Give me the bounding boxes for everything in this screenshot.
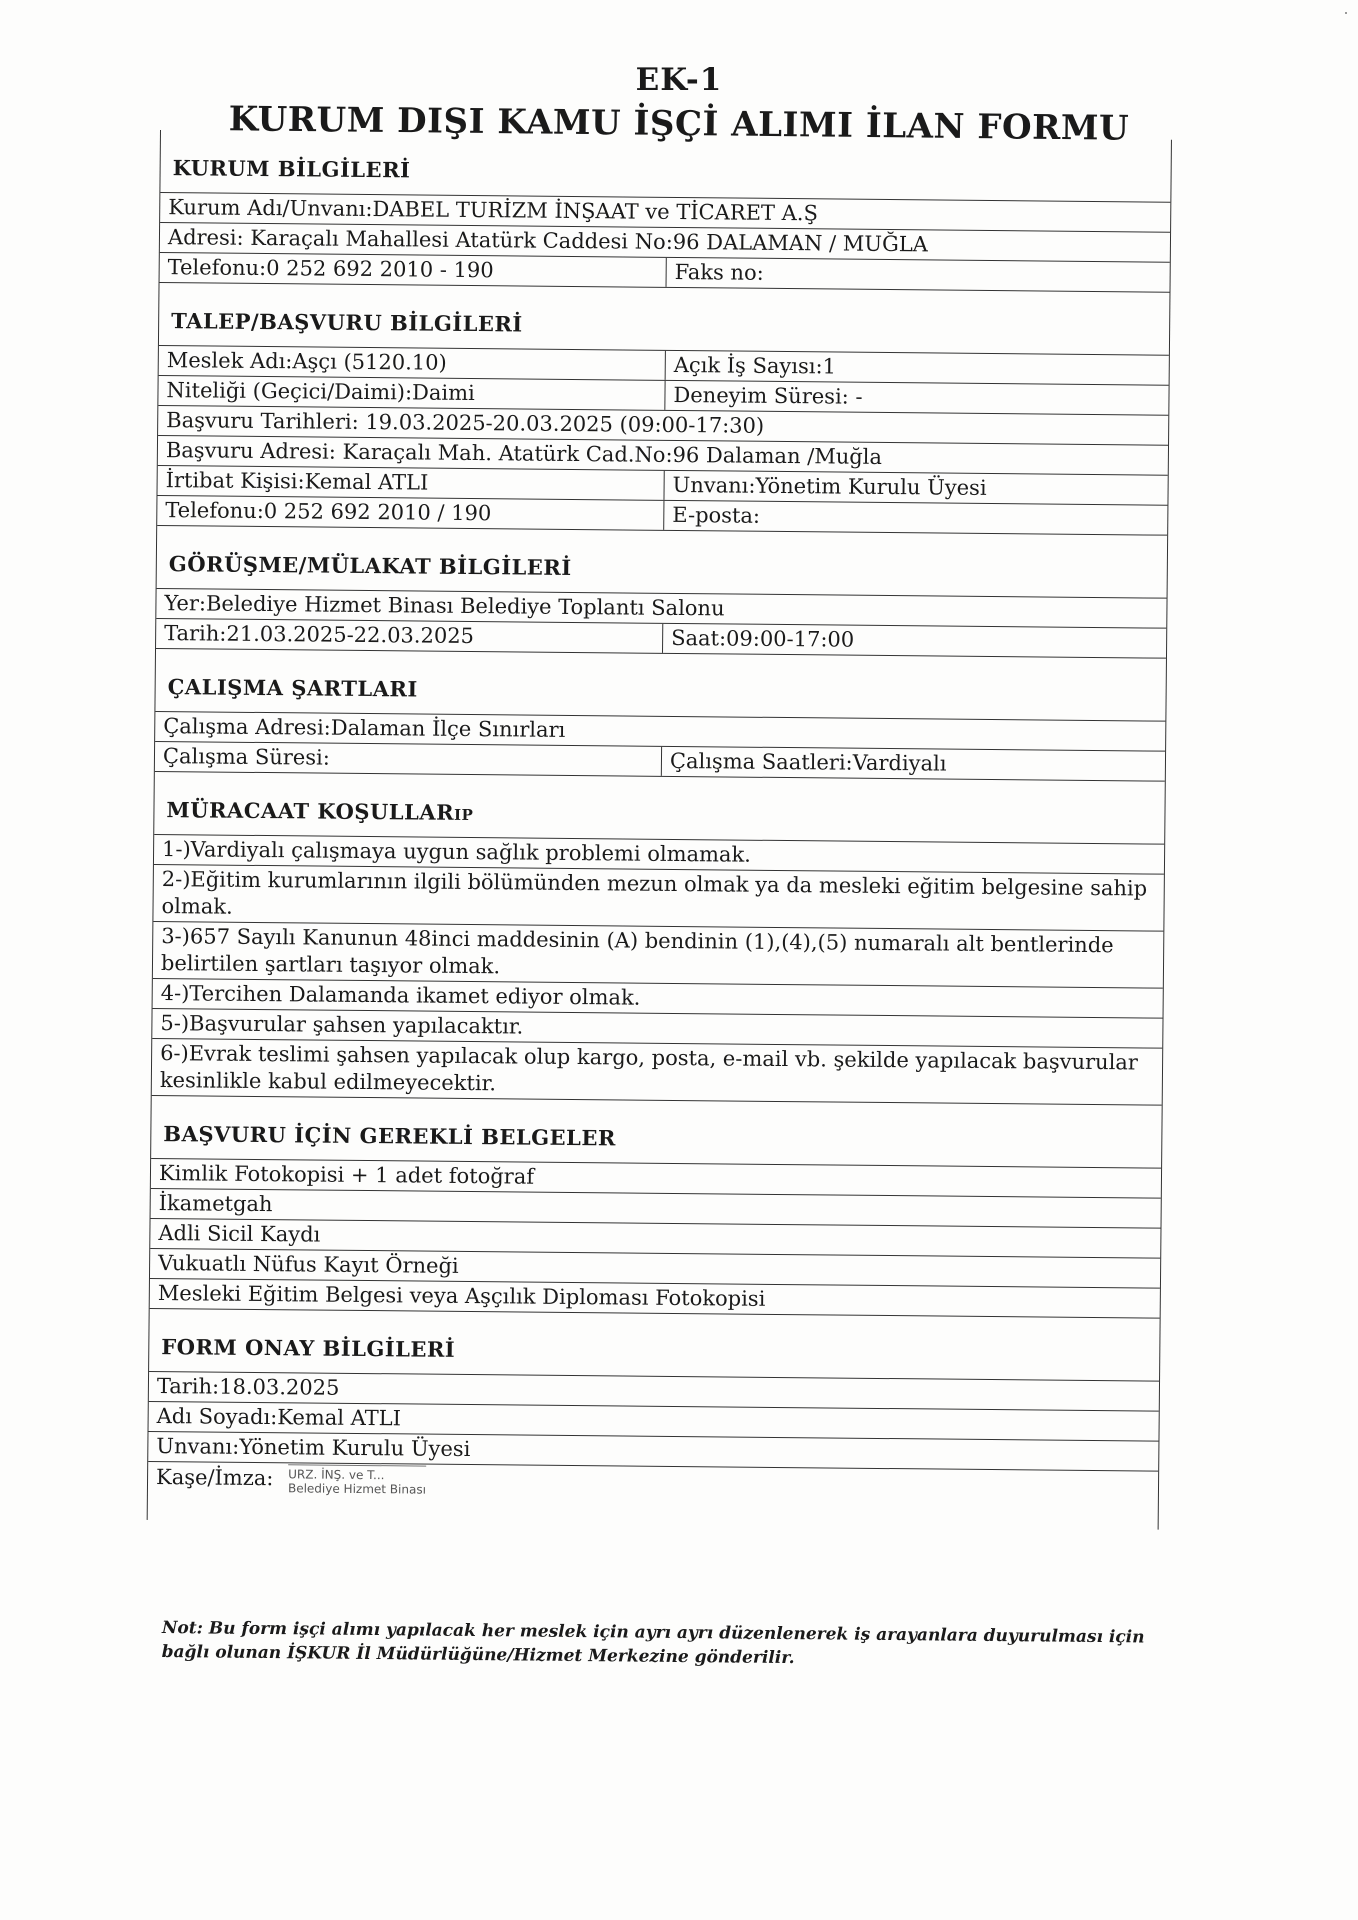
section-heading: BAŞVURU İÇİN GEREKLİ BELGELER: [163, 1121, 616, 1151]
kurum-adres: Adresi: Karaçalı Mahallesi Atatürk Caddesi No:96 DALAMAN / MUĞLA: [167, 225, 929, 257]
basvuru-adresi: Başvuru Adresi: Karaçalı Mah. Atatürk Cad.No:96 Dalaman /Muğla: [165, 438, 883, 469]
gorusme-tarih: Tarih:21.03.2025-22.03.2025: [156, 619, 663, 653]
section-talep: [159, 283, 1170, 356]
signature-row: [148, 1462, 1159, 1530]
condition-row: [152, 1039, 1163, 1106]
section-onay: [149, 1309, 1160, 1382]
document-item: Kimlik Fotokopisi + 1 adet fotoğraf: [158, 1161, 535, 1189]
section-heading: GÖRÜŞME/MÜLAKAT BİLGİLERİ: [168, 551, 572, 580]
calisma-adresi: Çalışma Adresi:Dalaman İlçe Sınırları: [163, 714, 566, 742]
condition-item: 4-)Tercihen Dalamanda ikamet ediyor olmak.: [160, 981, 641, 1010]
section-heading: FORM ONAY BİLGİLERİ: [161, 1334, 456, 1362]
document-item: İkametgah: [158, 1191, 273, 1217]
document-item: Vukuatlı Nüfus Kayıt Örneği: [158, 1251, 459, 1278]
note-label: Not:: [161, 1617, 203, 1639]
footer-note: [162, 1616, 1162, 1674]
kurum-adi: Kurum Adı/Unvanı:DABEL TURİZM İNŞAAT ve TİCARET A.Ş: [168, 195, 819, 226]
section-heading: ÇALIŞMA ŞARTLARI: [167, 674, 418, 702]
section-heading: KURUM BİLGİLERİ: [172, 155, 411, 183]
deneyim-suresi: Deneyim Süresi: -: [673, 382, 863, 409]
signature-cell: [148, 1462, 1159, 1530]
document-item: Adli Sicil Kaydı: [158, 1221, 321, 1247]
condition-item: 6-)Evrak teslimi şahsen yapılacak olup kargo, posta, e-mail vb. şekilde yapılacak başvurular kesinlikle kabul edilmeyecektir.: [159, 1041, 1139, 1096]
section-calisma: [155, 649, 1166, 722]
condition-item: 2-)Eğitim kurumlarının ilgili bölümünden mezun olmak ya da mesleki eğitim belgesine sahip olmak.: [161, 867, 1148, 919]
condition-item: 1-)Vardiyalı çalışmaya uygun sağlık problemi olmamak.: [161, 837, 752, 867]
acik-is-sayisi: Açık İş Sayısı:1: [673, 352, 837, 379]
section-gorusme: [157, 526, 1168, 599]
talep-telefon: Telefonu:0 252 692 2010 / 190: [157, 496, 664, 530]
niteligi: Niteliği (Geçici/Daimi):Daimi: [158, 376, 665, 410]
scan-speck: [1345, 12, 1347, 14]
onay-tarih: Tarih:18.03.2025: [156, 1374, 340, 1400]
calisma-suresi: Çalışma Süresi:: [155, 742, 662, 776]
gorusme-yer: Yer:Belediye Hizmet Binası Belediye Toplantı Salonu: [164, 591, 725, 621]
kurum-faks: Faks no:: [674, 259, 764, 285]
meslek-adi: Meslek Adı:Aşçı (5120.10): [159, 346, 666, 380]
onay-unvani: Unvanı:Yönetim Kurulu Üyesi: [156, 1434, 471, 1462]
announcement-form: [147, 130, 1172, 1530]
stamp-text-line1: URZ. İNŞ. ve T...: [288, 1467, 385, 1483]
annex-label: EK-1: [635, 62, 723, 98]
document-item: Mesleki Eğitim Belgesi veya Aşçılık Diploması Fotokopisi: [157, 1281, 766, 1311]
section-muracaat: [154, 772, 1165, 845]
note-text: Bu form işçi alımı yapılacak her meslek için ayrı ayrı düzenlenerek iş arayanlara duyurulması için bağlı olunan İŞKUR İl Müdürlüğüne/Hizmet Merkezine gönderilir.: [161, 1618, 1145, 1669]
condition-item: 5-)Başvurular şahsen yapılacaktır.: [160, 1011, 524, 1039]
stamp-text-line2: Belediye Hizmet Binası: [287, 1481, 427, 1497]
irtibat-unvani: Unvanı:Yönetim Kurulu Üyesi: [672, 472, 987, 500]
condition-item: 3-)657 Sayılı Kanunun 48inci maddesinin (A) bendinin (1),(4),(5) numaralı alt bentlerinde belirtilen şartları taşıyor olmak.: [160, 924, 1114, 979]
company-stamp: [288, 1464, 426, 1496]
section-heading: MÜRACAAT KOŞULLARıp: [166, 797, 474, 826]
calisma-saatleri: Çalışma Saatleri:Vardiyalı: [669, 748, 947, 776]
kase-imza-label: Kaşe/İmza:: [155, 1465, 274, 1491]
section-kurum: [160, 130, 1171, 203]
section-heading: TALEP/BAŞVURU BİLGİLERİ: [171, 308, 523, 337]
basvuru-tarihleri: Başvuru Tarihleri: 19.03.2025-20.03.2025 (09:00-17:30): [166, 408, 765, 438]
condition-row: [153, 865, 1164, 932]
kurum-telefon: Telefonu:0 252 692 2010 - 190: [160, 253, 667, 287]
section-belgeler: [151, 1096, 1162, 1169]
onay-adi-soyadi: Adı Soyadı:Kemal ATLI: [156, 1404, 402, 1431]
irtibat-kisisi: İrtibat Kişisi:Kemal ATLI: [157, 466, 664, 500]
gorusme-saat: Saat:09:00-17:00: [671, 625, 855, 652]
condition-row: [153, 922, 1164, 989]
form-title: KURUM DIŞI KAMU İŞÇİ ALIMI İLAN FORMU: [228, 99, 1130, 149]
talep-eposta: E-posta:: [672, 502, 761, 528]
